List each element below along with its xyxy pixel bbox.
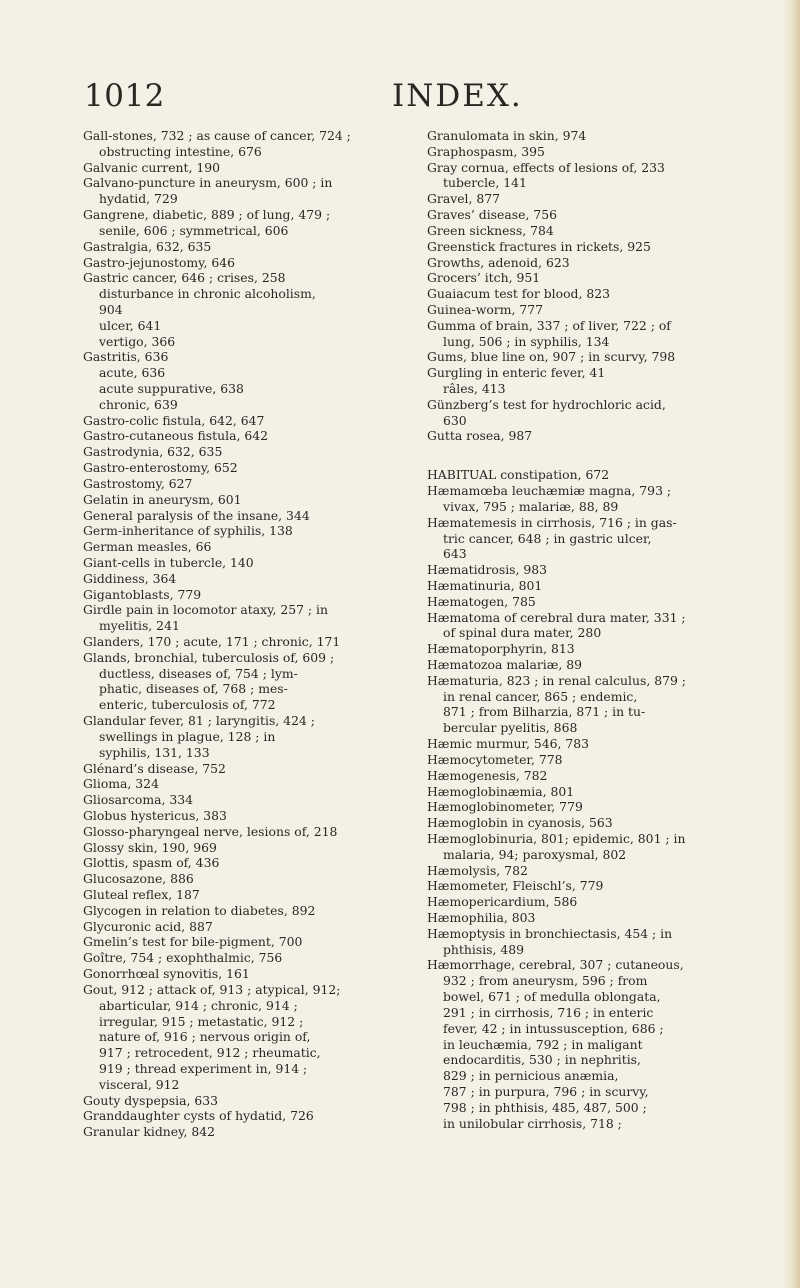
index-entry-line: Gums, blue line on, 907 ; in scurvy, 798: [427, 349, 676, 365]
index-entry: [427, 318, 772, 350]
index-entry-line: in unilobular cirrhosis, 718 ;: [443, 1115, 622, 1131]
index-entry: [427, 926, 772, 958]
index-entry-line: Hæmoglobinometer, 779: [427, 799, 583, 815]
index-entry-line: Gumma of brain, 337 ; of liver, 722 ; of: [427, 317, 671, 333]
index-entry: [427, 286, 772, 302]
index-entry-line: Hæmatemesis in cirrhosis, 716 ; in gas-: [427, 514, 677, 530]
index-entry-line: endocarditis, 530 ; in nephritis,: [443, 1052, 641, 1068]
index-entry-line: Goître, 754 ; exophthalmic, 756: [83, 950, 283, 966]
index-entry: [427, 302, 772, 318]
index-entry-line: Greenstick fractures in rickets, 925: [427, 238, 651, 254]
index-entry-line: Glycogen in relation to diabetes, 892: [83, 902, 316, 918]
index-entry-line: Gelatin in aneurysm, 601: [83, 491, 242, 507]
index-entry: [427, 144, 772, 160]
index-entry-line: senile, 606 ; symmetrical, 606: [99, 222, 289, 238]
index-entry-line: HABITUAL constipation, 672: [427, 467, 610, 483]
index-entry: [427, 736, 772, 752]
index-entry-line: Gravel, 877: [427, 191, 501, 207]
index-entry-line: râles, 413: [443, 381, 506, 396]
index-entry-line: Granular kidney, 842: [83, 1124, 215, 1140]
index-entry-line: Hæmoglobinæmia, 801: [427, 783, 575, 799]
index-entry-line: Hæmatoma of cerebral dura mater, 331 ;: [427, 609, 686, 625]
index-entry-line: bowel, 671 ; of medulla oblongata,: [443, 989, 661, 1005]
index-entry: [427, 397, 772, 429]
index-entry: [427, 957, 772, 1131]
index-entry: [83, 539, 428, 555]
index-entry-line: Galvanic current, 190: [83, 159, 221, 175]
index-entry-line: 291 ; in cirrhosis, 716 ; in enteric: [443, 1004, 654, 1020]
index-entry-line: irregular, 915 ; metastatic, 912 ;: [99, 1013, 304, 1029]
index-entry: [427, 910, 772, 926]
index-entry-line: 904: [99, 301, 123, 317]
index-entry-line: hydatid, 729: [99, 191, 178, 207]
index-entry-line: phthisis, 489: [443, 941, 525, 957]
index-entry: [83, 239, 428, 255]
index-entry: [83, 349, 428, 412]
index-entry-line: Glands, bronchial, tuberculosis of, 609 ;: [83, 649, 335, 665]
index-entry-line: Guinea-worm, 777: [427, 301, 543, 317]
index-entry-line: Grocers’ itch, 951: [427, 270, 541, 286]
index-entry: [83, 1108, 428, 1124]
index-entry: [427, 160, 772, 192]
index-entry: [427, 594, 772, 610]
index-entry: [427, 878, 772, 894]
index-entry: [83, 713, 428, 760]
index-entry-line: Gurgling in enteric fever, 41: [427, 365, 606, 381]
index-entry-line: syphilis, 131, 133: [99, 744, 210, 760]
index-entry: [83, 934, 428, 950]
index-entry-line: Hæmaturia, 823 ; in renal calculus, 879 ;: [427, 672, 686, 688]
index-entry-line: Hæmopericardium, 586: [427, 894, 578, 910]
index-entry-line: Hæmatoporphyrin, 813: [427, 641, 575, 657]
index-entry: [83, 919, 428, 935]
index-entry-line: ulcer, 641: [99, 317, 162, 333]
index-entry-line: Granddaughter cysts of hydatid, 726: [83, 1108, 314, 1124]
index-entry-line: myelitis, 241: [99, 618, 180, 634]
index-entry: [83, 571, 428, 587]
index-entry-line: tubercle, 141: [443, 175, 527, 191]
index-entry-line: Gouty dyspepsia, 633: [83, 1092, 218, 1108]
index-entry-line: in renal cancer, 865 ; endemic,: [443, 688, 638, 704]
index-entry: [427, 641, 772, 657]
index-column-left: [83, 128, 428, 1140]
index-entry-line: Hæmocytometer, 778: [427, 751, 563, 767]
index-entry-line: Hæmoglobin in cyanosis, 563: [427, 815, 613, 831]
index-entry: [427, 191, 772, 207]
index-entry-line: Gangrene, diabetic, 889 ; of lung, 479 ;: [83, 207, 331, 223]
index-entry-line: malaria, 94; paroxysmal, 802: [443, 846, 627, 862]
index-entry: [427, 673, 772, 736]
index-entry-line: nature of, 916 ; nervous origin of,: [99, 1029, 311, 1045]
index-entry-line: Glioma, 324: [83, 776, 159, 792]
index-entry-line: 932 ; from aneurysm, 596 ; from: [443, 973, 648, 989]
index-entry-line: Germ-inheritance of syphilis, 138: [83, 523, 293, 539]
index-entry-line: fever, 42 ; in intussusception, 686 ;: [443, 1020, 664, 1036]
index-entry: [83, 855, 428, 871]
index-entry: [83, 160, 428, 176]
index-entry-line: General paralysis of the insane, 344: [83, 507, 310, 523]
index-entry-line: Girdle pain in locomotor ataxy, 257 ; in: [83, 602, 328, 618]
index-entry: [83, 1093, 428, 1109]
index-entry-line: 917 ; retrocedent, 912 ; rheumatic,: [99, 1045, 321, 1061]
index-entry-line: Hæmatozoa malariæ, 89: [427, 657, 583, 672]
index-entry-line: bercular pyelitis, 868: [443, 720, 578, 736]
index-entry-line: acute suppurative, 638: [99, 381, 244, 396]
index-entry-line: Gastritis, 636: [83, 349, 169, 365]
index-entry: [427, 657, 772, 673]
index-entry-line: 798 ; in phthisis, 485, 487, 500 ;: [443, 1099, 647, 1115]
index-entry: [83, 476, 428, 492]
index-entry: [83, 761, 428, 777]
index-entry-line: swellings in plague, 128 ; in: [99, 728, 276, 744]
index-entry: [427, 768, 772, 784]
index-entry-line: Glycuronic acid, 887: [83, 918, 213, 934]
index-entry-line: 871 ; from Bilharzia, 871 ; in tu-: [443, 704, 646, 720]
index-entry-line: Granulomata in skin, 974: [427, 128, 587, 143]
index-entry: [427, 815, 772, 831]
index-entry-line: Glandular fever, 81 ; laryngitis, 424 ;: [83, 713, 315, 729]
index-entry: [83, 950, 428, 966]
index-entry: [427, 270, 772, 286]
index-entry: [427, 207, 772, 223]
index-entry-line: Hæmogenesis, 782: [427, 767, 548, 783]
index-entry: [427, 894, 772, 910]
index-entry-line: Glossy skin, 190, 969: [83, 839, 217, 855]
index-entry-line: Glottis, spasm of, 436: [83, 855, 220, 871]
index-entry-line: Globus hystericus, 383: [83, 807, 227, 823]
index-entry: [83, 460, 428, 476]
index-entry-line: disturbance in chronic alcoholism,: [99, 286, 316, 302]
index-entry: [83, 492, 428, 508]
index-entry-line: Gastrostomy, 627: [83, 475, 193, 491]
page-header: [0, 78, 800, 118]
index-entry-line: 630: [443, 412, 467, 428]
index-entry: [83, 413, 428, 429]
index-entry-line: visceral, 912: [99, 1076, 180, 1092]
index-entry-line: Graphospasm, 395: [427, 143, 545, 159]
index-entry-line: Hæmoglobinuria, 801; epidemic, 801 ; in: [427, 830, 686, 846]
index-entry-line: Green sickness, 784: [427, 222, 554, 238]
running-head: INDEX.: [392, 78, 523, 114]
index-entry-line: acute, 636: [99, 365, 166, 381]
index-entry: [83, 776, 428, 792]
index-entry: [427, 578, 772, 594]
index-entry-line: abarticular, 914 ; chronic, 914 ;: [99, 997, 298, 1013]
index-entry: [427, 349, 772, 365]
index-entry: [83, 840, 428, 856]
index-entry-line: Hæmatogen, 785: [427, 593, 536, 609]
index-entry-line: Giant-cells in tubercle, 140: [83, 554, 254, 570]
index-entry-line: lung, 506 ; in syphilis, 134: [443, 333, 610, 349]
index-entry: [427, 752, 772, 768]
index-entry: [83, 982, 428, 1093]
index-entry: [83, 966, 428, 982]
index-entry-line: Gastro-cutaneous fistula, 642: [83, 428, 268, 444]
index-entry: [427, 239, 772, 255]
index-entry: [83, 602, 428, 634]
index-entry-line: Galvano-puncture in aneurysm, 600 ; in: [83, 175, 333, 191]
index-entry-line: Hæmamœba leuchæmiæ magna, 793 ;: [427, 483, 672, 499]
index-entry: [83, 523, 428, 539]
index-entry-line: Gluteal reflex, 187: [83, 887, 200, 902]
index-entry-line: Guaiacum test for blood, 823: [427, 286, 610, 302]
index-entry-line: ductless, diseases of, 754 ; lym-: [99, 665, 298, 681]
index-entry: [427, 467, 772, 483]
index-entry-line: Hæmatinuria, 801: [427, 577, 543, 593]
index-entry-line: German measles, 66: [83, 539, 212, 555]
index-entry-line: Growths, adenoid, 623: [427, 254, 570, 270]
index-entry-line: enteric, tuberculosis of, 772: [99, 697, 276, 713]
index-entry-line: Gmelin’s test for bile-pigment, 700: [83, 934, 303, 950]
index-entry: [427, 784, 772, 800]
index-entry: [83, 824, 428, 840]
index-entry: [427, 562, 772, 578]
index-entry: [83, 903, 428, 919]
index-entry-line: Gastro-colic fistula, 642, 647: [83, 412, 265, 428]
index-entry-line: obstructing intestine, 676: [99, 143, 262, 159]
index-entry: [427, 515, 772, 562]
index-entry: [427, 799, 772, 815]
index-entry-line: Graves’ disease, 756: [427, 207, 557, 223]
index-entry-line: vivax, 795 ; malariæ, 88, 89: [443, 498, 619, 514]
index-entry-line: Hæmolysis, 782: [427, 862, 528, 878]
index-entry-line: Glénard’s disease, 752: [83, 760, 226, 776]
index-entry-line: Gray cornua, effects of lesions of, 233: [427, 159, 665, 175]
index-entry: [427, 863, 772, 879]
index-entry-line: Gastro-jejunostomy, 646: [83, 254, 236, 270]
index-entry-line: of spinal dura mater, 280: [443, 625, 602, 641]
index-entry-line: tric cancer, 648 ; in gastric ulcer,: [443, 530, 652, 546]
index-entry: [427, 255, 772, 271]
index-entry: [83, 128, 428, 160]
index-entry-line: phatic, diseases of, 768 ; mes-: [99, 681, 288, 697]
index-entry: [83, 1124, 428, 1140]
index-entry-line: Gigantoblasts, 779: [83, 586, 202, 602]
index-entry-line: Hæmometer, Fleischl’s, 779: [427, 878, 604, 894]
page-number: 1012: [84, 78, 165, 114]
index-entry: [83, 871, 428, 887]
index-entry-line: vertigo, 366: [99, 333, 176, 349]
index-entry: [83, 808, 428, 824]
page-edge: [782, 0, 800, 1288]
index-entry-line: Hæmorrhage, cerebral, 307 ; cutaneous,: [427, 957, 684, 973]
index-entry-line: chronic, 639: [99, 396, 178, 412]
index-entry: [427, 128, 772, 144]
index-entry-line: Giddiness, 364: [83, 570, 177, 586]
index-entry: [83, 255, 428, 271]
index-entry: [83, 207, 428, 239]
index-entry-line: Gonorrhœal synovitis, 161: [83, 966, 250, 982]
index-entry: [427, 428, 772, 444]
index-entry: [83, 587, 428, 603]
index-entry-line: Gliosarcoma, 334: [83, 792, 194, 808]
index-entry-line: Günzberg’s test for hydrochloric acid,: [427, 396, 666, 412]
index-entry-line: Gastrodynia, 632, 635: [83, 444, 223, 460]
index-entry-line: Gastralgia, 632, 635: [83, 238, 212, 254]
index-entry-line: Gout, 912 ; attack of, 913 ; atypical, 912;: [83, 981, 341, 997]
index-entry-line: Gall-stones, 732 ; as cause of cancer, 724 ;: [83, 128, 351, 143]
index-entry-line: Glucosazone, 886: [83, 871, 194, 887]
index-entry: [83, 175, 428, 207]
index-entry: [83, 555, 428, 571]
index-entry-line: Hæmatidrosis, 983: [427, 562, 548, 578]
index-entry: [83, 270, 428, 349]
index-entry: [427, 831, 772, 863]
index-entry: [83, 887, 428, 903]
index-entry: [83, 508, 428, 524]
index-entry: [83, 444, 428, 460]
index-entry-line: Hæmoptysis in bronchiectasis, 454 ; in: [427, 925, 673, 941]
index-entry: [83, 650, 428, 713]
index-entry-line: Glanders, 170 ; acute, 171 ; chronic, 171: [83, 634, 341, 649]
index-entry-line: Hæmic murmur, 546, 783: [427, 736, 590, 752]
index-entry-line: Glosso-pharyngeal nerve, lesions of, 218: [83, 823, 338, 839]
index-entry-line: Hæmophilia, 803: [427, 910, 536, 925]
section-break: [427, 444, 772, 467]
index-entry-line: in leuchæmia, 792 ; in maligant: [443, 1036, 643, 1052]
index-entry-line: Gastro-enterostomy, 652: [83, 460, 238, 476]
index-entry-line: 643: [443, 546, 467, 562]
index-entry-line: Gastric cancer, 646 ; crises, 258: [83, 270, 286, 286]
index-entry: [427, 223, 772, 239]
index-entry: [83, 428, 428, 444]
index-column-right: [427, 128, 772, 1131]
index-entry: [427, 483, 772, 515]
index-entry-line: 919 ; thread experiment in, 914 ;: [99, 1060, 308, 1076]
index-entry-line: 787 ; in purpura, 796 ; in scurvy,: [443, 1083, 649, 1099]
index-entry: [83, 792, 428, 808]
index-entry: [83, 634, 428, 650]
index-entry-line: 829 ; in pernicious anæmia,: [443, 1068, 619, 1084]
index-entry: [427, 610, 772, 642]
index-entry: [427, 365, 772, 397]
index-entry-line: Gutta rosea, 987: [427, 428, 533, 444]
